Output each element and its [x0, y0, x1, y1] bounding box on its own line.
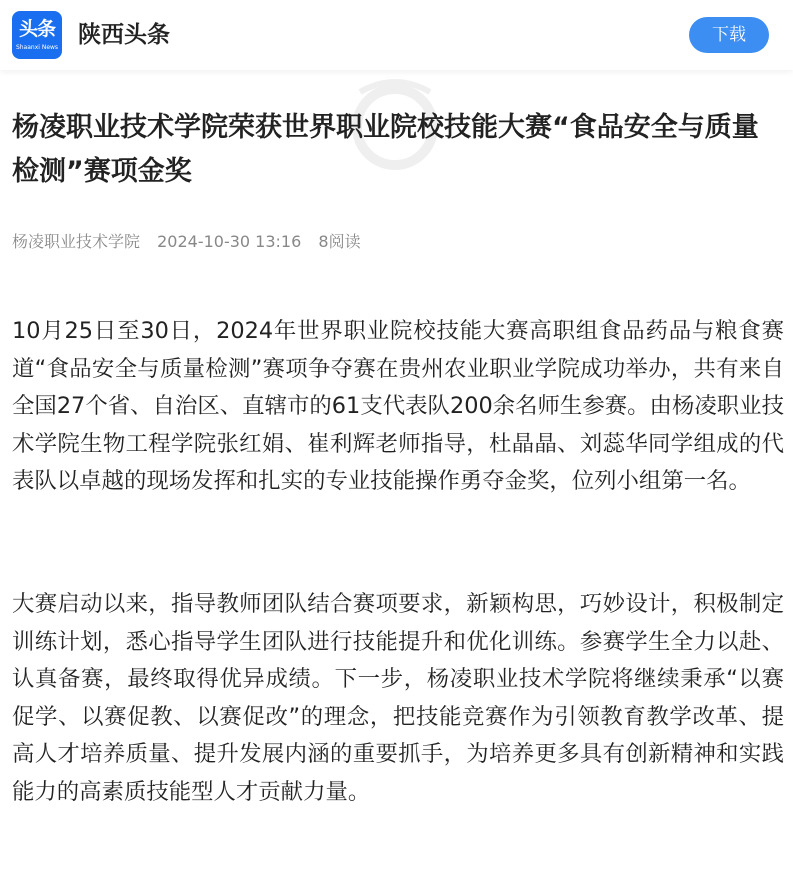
top-header — [0, 0, 793, 70]
logo-subtext: Shaanxi News — [15, 44, 59, 51]
download-button[interactable]: 下载 — [689, 17, 769, 53]
logo-text: 头条 — [18, 18, 55, 40]
app-logo[interactable] — [12, 11, 62, 59]
article-source[interactable]: 杨凌职业技术学院 — [12, 232, 141, 251]
article-title: 杨凌职业技术学院荣获世界职业院校技能大赛“食品安全与质量检测”赛项金奖 — [12, 112, 759, 187]
article-paragraph-1: 10月25日至30日，2024年世界职业院校技能大赛高职组食品药品与粮食赛道“食品安全与质量检测”赛项争夺赛在贵州农业职业学院成功举办，共有来自全国27个省、自治区、直辖市的61支代表队200余名师生参赛。由杨凌职业技术学院生物工程学院张红娟、崔利辉老师指导，杜晶晶、刘蕊华同学组成的代表队以卓越的现场发挥和扎实的专业技能操作勇夺金奖，位列小组第一名。 — [12, 318, 784, 494]
article-meta — [12, 230, 373, 254]
article-datetime: 2024-10-30 13:16 — [157, 232, 302, 251]
article-read-count: 8阅读 — [318, 232, 361, 251]
brand-name: 陕西头条 — [78, 21, 170, 48]
article-paragraph-2: 大赛启动以来，指导教师团队结合赛项要求，新颖构思，巧妙设计，积极制定训练计划，悉心指导学生团队进行技能提升和优化训练。参赛学生全力以赴、认真备赛，最终取得优异成绩。下一步，杨凌职业技术学院将继续秉承“以赛促学、以赛促教、以赛促改”的理念，把技能竞赛作为引领教育教学改革、提高人才培养质量、提升发展内涵的重要抓手，为培养更多具有创新精神和实践能力的高素质技能型人才贡献力量。 — [12, 591, 784, 805]
